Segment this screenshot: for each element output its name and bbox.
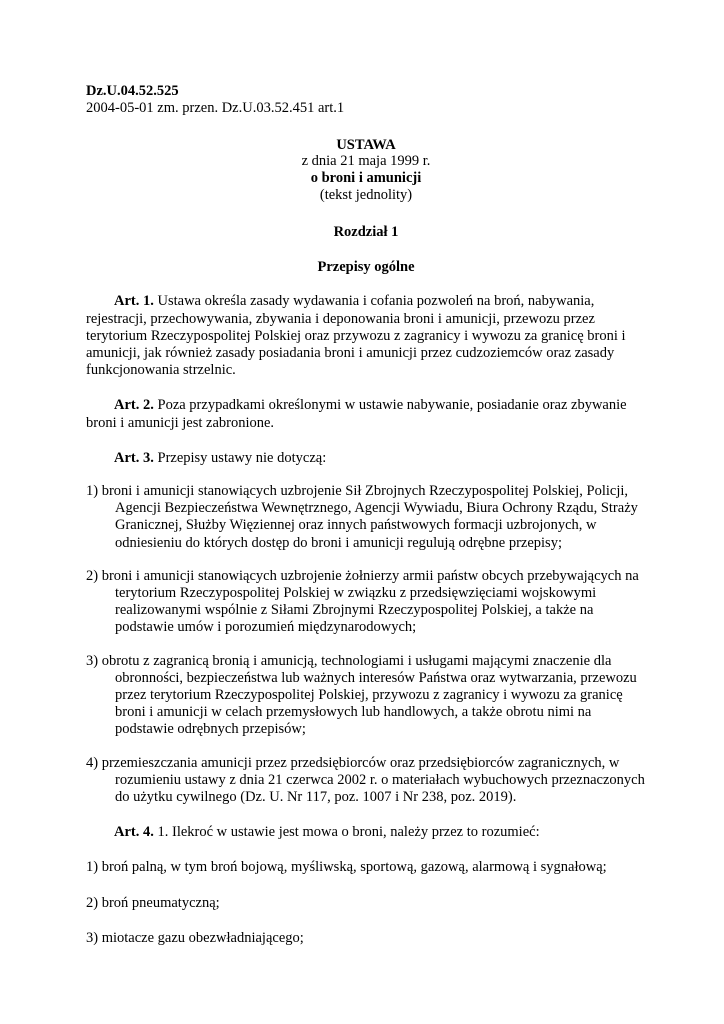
journal-code: Dz.U.04.52.525 [86,83,179,99]
article-1 [86,293,646,379]
document-page [86,83,646,962]
article-3-label: Art. 3. [114,449,154,466]
article-1-label: Art. 1. [114,293,154,310]
article-4-item-3: 3) miotacze gazu obezwładniającego; [86,929,304,946]
article-2-label: Art. 2. [114,397,154,414]
article-2 [86,397,646,431]
article-3 [86,450,646,467]
article-3-item-2: 2) broni i amunicji stanowiących uzbrojenie żołnierzy armii państw obcych przebywających na terytorium Rzeczypospolitej Polskiej w związku z przedsięwzięciami wojskowymi realizowanymi wspólnie z Siłami Zbrojnymi Rzeczypospolitej Polskiej, a także na podstawie umów i porozumień międzynarodowych; [86,567,639,636]
act-note: (tekst jednolity) [319,186,413,203]
article-4-label: Art. 4. [114,824,154,841]
act-subject: o broni i amunicji [310,170,422,187]
document-header [86,83,646,117]
amendment-note: 2004-05-01 zm. przen. Dz.U.03.52.451 art.1 [86,99,345,116]
article-2-text: Poza przypadkami określonymi w ustawie nabywanie, posiadanie oraz zbywanie broni i amunicji jest zabronione. [86,397,627,431]
article-3-item-4: 4) przemieszczania amunicji przez przedsiębiorców oraz przedsiębiorców zagranicznych, w rozumieniu ustawy z dnia 21 czerwca 2002 r. o materiałach wybuchowych przeznaczonych do użytku cywilnego (Dz. U. Nr 117, poz. 1007 i Nr 238, poz. 2019). [86,754,645,806]
article-3-text: Przepisy ustawy nie dotyczą: [153,449,327,466]
article-4-item-2: 2) broń pneumatyczną; [86,894,220,911]
act-date: z dnia 21 maja 1999 r. [301,153,431,170]
article-3-item-3: 3) obrotu z zagranicą bronią i amunicją, technologiami i usługami mającymi znaczenie dla obronności, bezpieczeństwa lub ważnych interesów Państwa oraz wytwarzania, przewozu przez terytorium Rzeczypospolitej Polskiej, przywozu z zagranicy i wywozu za granicę broni i amunicji w celach przemysłowych lub handlowych, a także obrotu nimi na podstawie odrębnych przepisów; [86,652,637,738]
act-type: USTAWA [336,136,396,153]
article-3-item-1: 1) broni i amunicji stanowiących uzbrojenie Sił Zbrojnych Rzeczypospolitej Polskiej, Policji, Agencji Bezpieczeństwa Wewnętrznego, Agencji Wywiadu, Biura Ochrony Rządu, Straży Granicznej, Służby Więziennej oraz innych państwowych formacji uzbrojonych, w odniesieniu do których dostęp do broni i amunicji regulują odrębne przepisy; [86,483,638,551]
article-4 [86,824,646,841]
act-title-block [86,137,646,204]
article-1-text: Ustawa określa zasady wydawania i cofania pozwoleń na broń, nabywania, rejestracji, przechowywania, zbywania i deponowania broni i amunicji, przewozu przez terytorium Rzeczypospolitej Polskiej oraz przywozu z zagranicy i wywozu za granicę broni i amunicji, jak również zasady posiadania broni i amunicji przez cudzoziemców oraz zasady funkcjonowania strzelnic. [86,293,626,379]
chapter-name: Przepisy ogólne [317,258,415,275]
article-4-text: 1. Ilekroć w ustawie jest mowa o broni, należy przez to rozumieć: [153,824,540,841]
article-4-item-1: 1) broń palną, w tym broń bojową, myśliwską, sportową, gazową, alarmową i sygnałową; [86,859,607,876]
chapter-number: Rozdział 1 [333,223,399,240]
